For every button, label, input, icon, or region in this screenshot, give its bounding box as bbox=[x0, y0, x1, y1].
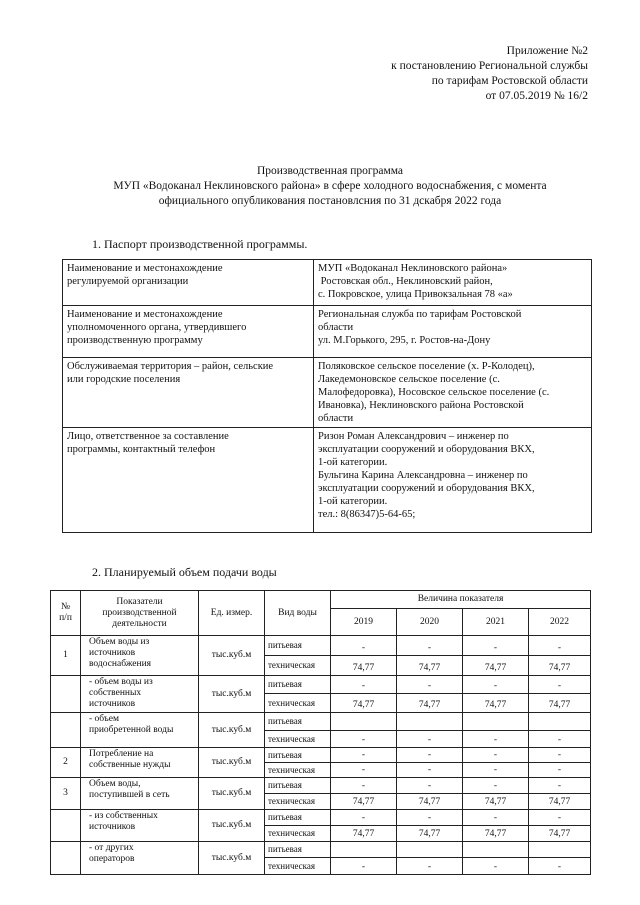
text-line: Объем воды, bbox=[89, 779, 141, 789]
passport-row bbox=[63, 306, 592, 358]
row-indicator bbox=[81, 713, 199, 748]
text-line: производственную программу bbox=[67, 335, 203, 346]
passport-table bbox=[62, 259, 592, 533]
text-line: Поляковское сельское поселение (х. Р-Колодец), bbox=[318, 361, 535, 372]
text-line: - объем воды из bbox=[89, 677, 153, 687]
value-cell: - bbox=[397, 676, 463, 694]
row-unit: тыс.куб.м bbox=[199, 676, 265, 713]
text-line: Региональная служба по тарифам Ростовской bbox=[318, 309, 522, 320]
value-cell: - bbox=[331, 748, 397, 763]
water-type-cell: техническая bbox=[265, 731, 331, 748]
row-indicator bbox=[81, 778, 199, 810]
appendix-date: от 07.05.2019 № 16/2 bbox=[485, 90, 588, 102]
appendix-line: по тарифам Ростовской области bbox=[431, 75, 588, 87]
text-line: источников bbox=[89, 648, 136, 658]
value-cell bbox=[529, 842, 591, 858]
text-line: с. Покровское, улица Привокзальная 78 «а» bbox=[318, 289, 513, 300]
text-line: источников bbox=[89, 699, 136, 709]
text-line: - из собственных bbox=[89, 811, 158, 821]
value-cell: - bbox=[529, 810, 591, 826]
text-line: собственных bbox=[89, 688, 142, 698]
passport-value bbox=[314, 306, 592, 358]
passport-value bbox=[314, 358, 592, 428]
text-line: МУП «Водоканал Неклиновского района» bbox=[318, 263, 508, 274]
row-number: 3 bbox=[51, 778, 81, 810]
value-cell: - bbox=[529, 748, 591, 763]
passport-label bbox=[63, 358, 314, 428]
passport-value bbox=[314, 260, 592, 306]
water-type-cell: техническая bbox=[265, 656, 331, 676]
text-line: Ивановка), Неклиновского района Ростовской bbox=[318, 400, 524, 411]
value-cell: - bbox=[397, 778, 463, 794]
text-line: деятельности bbox=[112, 618, 167, 629]
title-line: официального опубликования постановлсния по 31 дскабря 2022 года bbox=[158, 195, 502, 207]
value-cell: - bbox=[463, 676, 529, 694]
text-line: источников bbox=[89, 822, 136, 832]
water-type-cell: питьевая bbox=[265, 810, 331, 826]
table-row bbox=[51, 636, 591, 656]
value-cell: - bbox=[331, 636, 397, 656]
text-line: Показатели bbox=[116, 596, 163, 607]
table-row bbox=[51, 842, 591, 858]
row-unit: тыс.куб.м bbox=[199, 778, 265, 810]
value-cell: - bbox=[529, 636, 591, 656]
header-num bbox=[51, 591, 81, 636]
value-cell: - bbox=[397, 748, 463, 763]
row-number bbox=[51, 810, 81, 842]
value-cell: - bbox=[397, 731, 463, 748]
passport-row bbox=[63, 260, 592, 306]
value-cell: - bbox=[529, 676, 591, 694]
section-2-heading: 2. Планируемый объем подачи воды bbox=[92, 565, 277, 579]
header-indicator bbox=[81, 591, 199, 636]
text-line: - от других bbox=[89, 843, 134, 853]
text-line: ул. М.Горького, 295, г. Ростов-на-Дону bbox=[318, 335, 491, 346]
value-cell bbox=[529, 713, 591, 731]
value-cell: 74,77 bbox=[331, 694, 397, 713]
value-cell bbox=[463, 842, 529, 858]
header-year: 2019 bbox=[331, 609, 397, 636]
water-type-cell: техническая bbox=[265, 858, 331, 875]
value-cell: - bbox=[529, 731, 591, 748]
row-unit: тыс.куб.м bbox=[199, 810, 265, 842]
passport-row bbox=[63, 358, 592, 428]
value-cell: 74,77 bbox=[463, 794, 529, 810]
value-cell: 74,77 bbox=[331, 826, 397, 842]
text-line: Лакедемоновское сельское поселение (с. bbox=[318, 374, 500, 385]
water-type-cell: питьевая bbox=[265, 676, 331, 694]
value-cell: 74,77 bbox=[397, 826, 463, 842]
value-cell: - bbox=[397, 810, 463, 826]
text-line: поступившей в сеть bbox=[89, 790, 170, 800]
text-line: программы, контактный телефон bbox=[67, 444, 216, 455]
row-indicator bbox=[81, 676, 199, 713]
text-line: Наименование и местонахождение bbox=[67, 263, 223, 274]
value-cell: - bbox=[463, 858, 529, 875]
row-indicator bbox=[81, 636, 199, 676]
value-cell: - bbox=[463, 810, 529, 826]
text-line: Ростовская обл., Неклиновский район, bbox=[318, 276, 493, 287]
text-line: Потребление на bbox=[89, 749, 154, 759]
value-cell: 74,77 bbox=[331, 656, 397, 676]
value-cell: 74,77 bbox=[331, 794, 397, 810]
water-type-cell: техническая bbox=[265, 694, 331, 713]
water-volume-table bbox=[50, 590, 591, 875]
value-cell bbox=[463, 713, 529, 731]
value-cell bbox=[331, 713, 397, 731]
value-cell: - bbox=[463, 731, 529, 748]
text-line: операторов bbox=[89, 854, 135, 864]
text-line: регулируемой организации bbox=[67, 276, 189, 287]
header-year: 2022 bbox=[529, 609, 591, 636]
value-cell: 74,77 bbox=[463, 656, 529, 676]
value-cell: - bbox=[463, 748, 529, 763]
value-cell: 74,77 bbox=[529, 656, 591, 676]
text-line: области bbox=[318, 322, 354, 333]
text-line: эксплуатации сооружений и оборудования ВКХ, bbox=[318, 444, 535, 455]
appendix-line: к постановлению Региональной службы bbox=[391, 60, 588, 72]
value-cell: 74,77 bbox=[463, 694, 529, 713]
text-line: Объем воды из bbox=[89, 637, 150, 647]
value-cell: - bbox=[331, 731, 397, 748]
text-line: тел.: 8(86347)5-64-65; bbox=[318, 509, 416, 520]
value-cell: - bbox=[529, 763, 591, 778]
water-type-cell: техническая bbox=[265, 826, 331, 842]
text-line: Бульгина Карина Александровна – инженер по bbox=[318, 470, 528, 481]
passport-label bbox=[63, 428, 314, 533]
value-cell: - bbox=[331, 810, 397, 826]
water-type-cell: питьевая bbox=[265, 748, 331, 763]
text-line: Наименование и местонахождение bbox=[67, 309, 223, 320]
table-row bbox=[51, 748, 591, 763]
text-line: Лицо, ответственное за составление bbox=[67, 431, 229, 442]
value-cell: - bbox=[463, 763, 529, 778]
row-number: 2 bbox=[51, 748, 81, 778]
value-cell: 74,77 bbox=[529, 694, 591, 713]
header-year: 2021 bbox=[463, 609, 529, 636]
value-cell: - bbox=[331, 676, 397, 694]
value-cell: 74,77 bbox=[529, 794, 591, 810]
title-line: МУП «Водоканал Неклиновского района» в сфере холодного водоснабжения, с момента bbox=[113, 180, 547, 192]
value-cell: - bbox=[331, 763, 397, 778]
text-line: п/п bbox=[59, 613, 72, 623]
text-line: Малофедоровка), Носовское сельское поселение (с. bbox=[318, 387, 550, 398]
text-line: уполномоченного органа, утвердившего bbox=[67, 322, 247, 333]
value-cell: - bbox=[397, 636, 463, 656]
text-line: 1-ой категории. bbox=[318, 457, 388, 468]
text-line: или городские поселения bbox=[67, 374, 181, 385]
water-type-cell: питьевая bbox=[265, 842, 331, 858]
value-cell: 74,77 bbox=[397, 656, 463, 676]
value-cell: - bbox=[331, 858, 397, 875]
text-line: 1-ой категории. bbox=[318, 496, 388, 507]
table-row bbox=[51, 810, 591, 826]
water-type-cell: питьевая bbox=[265, 636, 331, 656]
value-cell: - bbox=[463, 636, 529, 656]
water-type-cell: питьевая bbox=[265, 713, 331, 731]
water-type-cell: питьевая bbox=[265, 778, 331, 794]
text-line: № bbox=[60, 602, 71, 612]
value-cell: 74,77 bbox=[397, 694, 463, 713]
table-row bbox=[51, 778, 591, 794]
value-cell: 74,77 bbox=[463, 826, 529, 842]
value-cell: - bbox=[331, 778, 397, 794]
text-line: эксплуатации сооружений и оборудования ВКХ, bbox=[318, 483, 535, 494]
row-unit: тыс.куб.м bbox=[199, 713, 265, 748]
title-line: Производственная программа bbox=[256, 165, 404, 177]
row-unit: тыс.куб.м bbox=[199, 636, 265, 676]
passport-row bbox=[63, 428, 592, 533]
value-cell bbox=[397, 713, 463, 731]
passport-label bbox=[63, 306, 314, 358]
value-cell: - bbox=[397, 763, 463, 778]
text-line: - объем bbox=[89, 714, 120, 724]
table-row bbox=[51, 676, 591, 694]
header-year: 2020 bbox=[397, 609, 463, 636]
text-line: Обслуживаемая территория – район, сельские bbox=[67, 361, 274, 372]
appendix-line: Приложение №2 bbox=[506, 45, 588, 57]
text-line: Ризон Роман Александрович – инженер по bbox=[318, 431, 509, 442]
header-value-group: Величина показателя bbox=[331, 591, 591, 609]
appendix-block bbox=[391, 44, 588, 104]
text-line: собственные нужды bbox=[89, 760, 171, 770]
value-cell: - bbox=[529, 858, 591, 875]
value-cell: 74,77 bbox=[397, 794, 463, 810]
section-1-heading: 1. Паспорт производственной программы. bbox=[92, 237, 308, 251]
passport-value bbox=[314, 428, 592, 533]
value-cell: - bbox=[529, 778, 591, 794]
text-line: производственной bbox=[102, 607, 177, 618]
header-unit: Ед. измер. bbox=[199, 591, 265, 636]
text-line: водоснабжения bbox=[89, 659, 152, 669]
row-indicator bbox=[81, 810, 199, 842]
row-number bbox=[51, 676, 81, 713]
volume-table-body bbox=[51, 636, 591, 875]
row-indicator bbox=[81, 748, 199, 778]
row-number: 1 bbox=[51, 636, 81, 676]
value-cell: - bbox=[463, 778, 529, 794]
header-row bbox=[51, 591, 591, 609]
water-type-cell: техническая bbox=[265, 794, 331, 810]
value-cell: - bbox=[397, 858, 463, 875]
value-cell bbox=[397, 842, 463, 858]
table-row bbox=[51, 713, 591, 731]
row-unit: тыс.куб.м bbox=[199, 748, 265, 778]
water-type-cell: техническая bbox=[265, 763, 331, 778]
header-water-type: Вид воды bbox=[265, 591, 331, 636]
value-cell bbox=[331, 842, 397, 858]
passport-label bbox=[63, 260, 314, 306]
text-line: области bbox=[318, 413, 354, 424]
text-line: приобретенной воды bbox=[89, 725, 174, 735]
row-unit: тыс.куб.м bbox=[199, 842, 265, 875]
document-title bbox=[40, 164, 620, 209]
value-cell: 74,77 bbox=[529, 826, 591, 842]
row-number bbox=[51, 713, 81, 748]
row-indicator bbox=[81, 842, 199, 875]
row-number bbox=[51, 842, 81, 875]
